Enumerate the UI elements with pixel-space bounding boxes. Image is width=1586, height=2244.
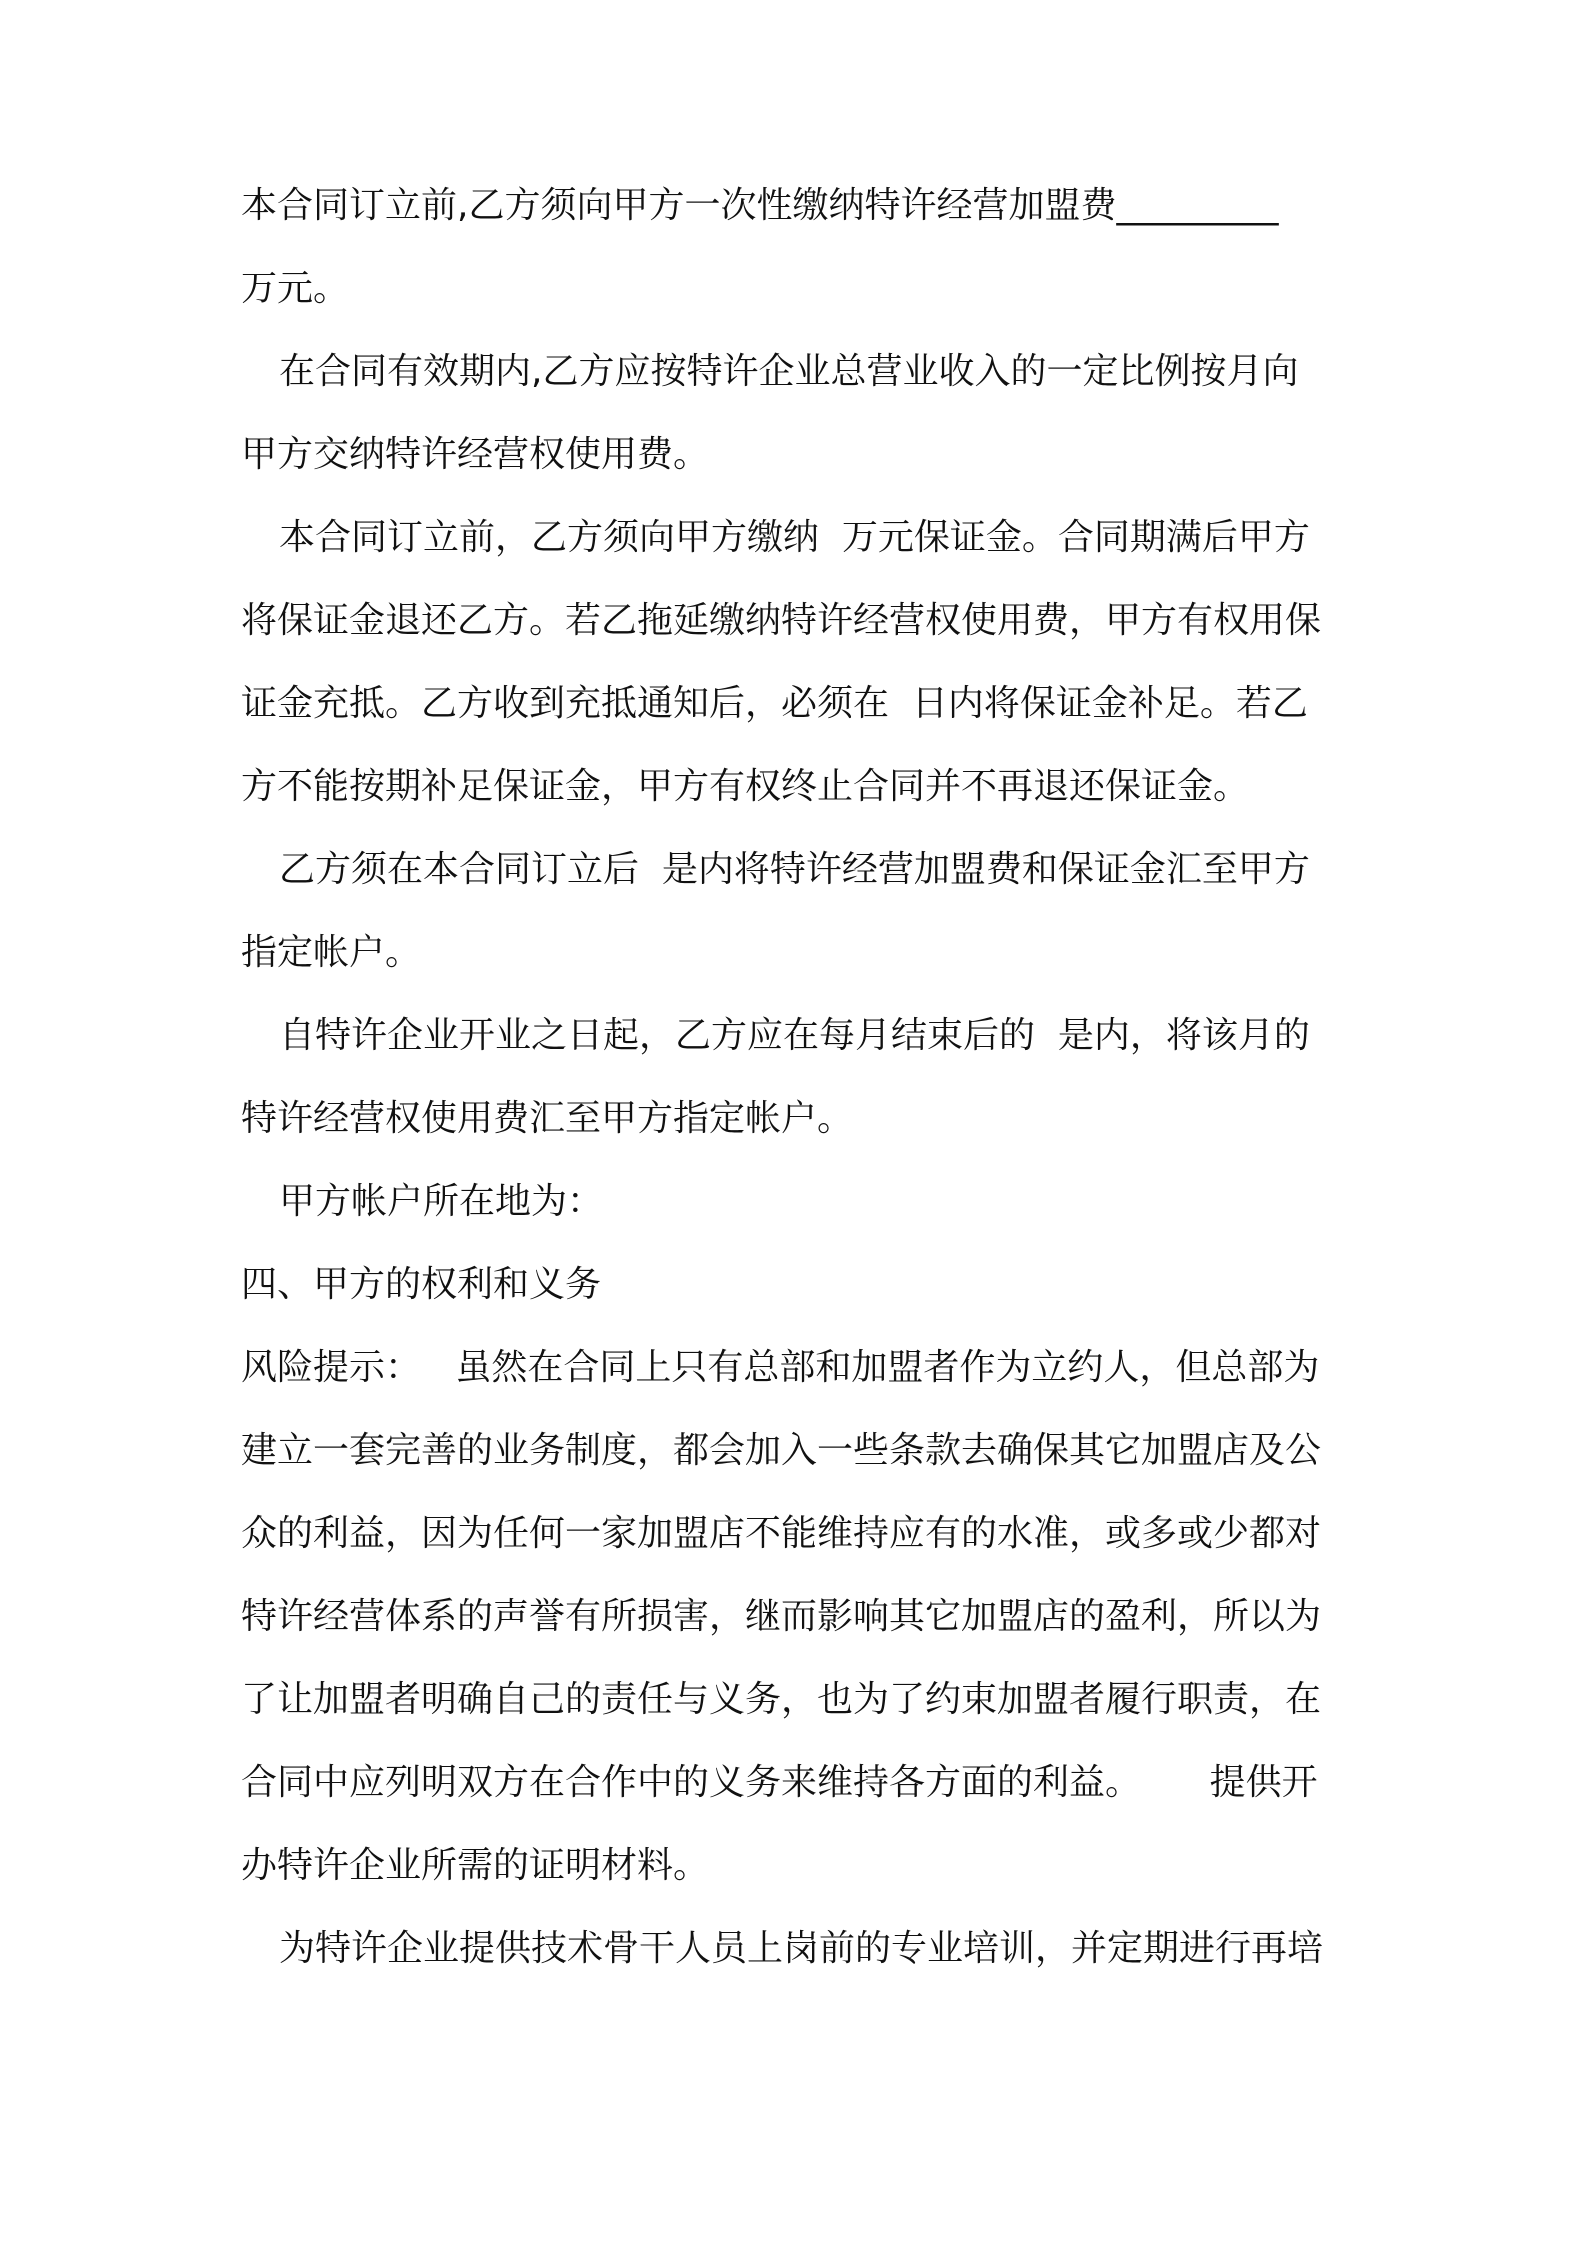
document-line: 指定帐户。 [241, 932, 422, 973]
document-line: 合同中应列明双方在合作中的义务来维持各方面的利益。 提供开 [241, 1762, 1318, 1803]
document-line: 乙方须在本合同订立后 是内将特许经营加盟费和保证金汇至甲方 [279, 849, 1310, 890]
document-line: 特许经营权使用费汇至甲方指定帐户。 [241, 1098, 854, 1139]
document-line: 了让加盟者明确自己的责任与义务，也为了约束加盟者履行职责，在 [241, 1679, 1322, 1720]
document-line: 自特许企业开业之日起，乙方应在每月结束后的 是内，将该月的 [279, 1015, 1310, 1056]
document-line: 本合同订立前，乙方须向甲方缴纳 万元保证金。合同期满后甲方 [279, 517, 1310, 558]
document-line: 在合同有效期内,乙方应按特许企业总营业收入的一定比例按月向 [279, 351, 1299, 392]
document-body [241, 164, 1355, 1990]
document-line: 将保证金退还乙方。若乙拖延缴纳特许经营权使用费，甲方有权用保 [241, 600, 1322, 641]
document-line: 众的利益，因为任何一家加盟店不能维持应有的水准，或多或少都对 [241, 1513, 1322, 1554]
document-line: 甲方帐户所在地为： [279, 1181, 604, 1222]
document-line: 本合同订立前,乙方须向甲方一次性缴纳特许经营加盟费_________ [241, 185, 1279, 226]
document-line: 风险提示： 虽然在合同上只有总部和加盟者作为立约人，但总部为 [241, 1347, 1320, 1388]
document-line: 万元。 [241, 268, 350, 309]
document-line: 方不能按期补足保证金，甲方有权终止合同并不再退还保证金。 [241, 766, 1250, 807]
document-line: 办特许企业所需的证明材料。 [241, 1845, 710, 1886]
document-line: 证金充抵。乙方收到充抵通知后，必须在 日内将保证金补足。若乙 [241, 683, 1308, 724]
document-line: 甲方交纳特许经营权使用费。 [241, 434, 710, 475]
document-line: 四、甲方的权利和义务 [241, 1264, 602, 1305]
document-line: 建立一套完善的业务制度，都会加入一些条款去确保其它加盟店及公 [241, 1430, 1322, 1471]
document-line: 为特许企业提供技术骨干人员上岗前的专业培训，并定期进行再培 [279, 1928, 1324, 1969]
document-line: 特许经营体系的声誉有所损害，继而影响其它加盟店的盈利，所以为 [241, 1596, 1322, 1637]
